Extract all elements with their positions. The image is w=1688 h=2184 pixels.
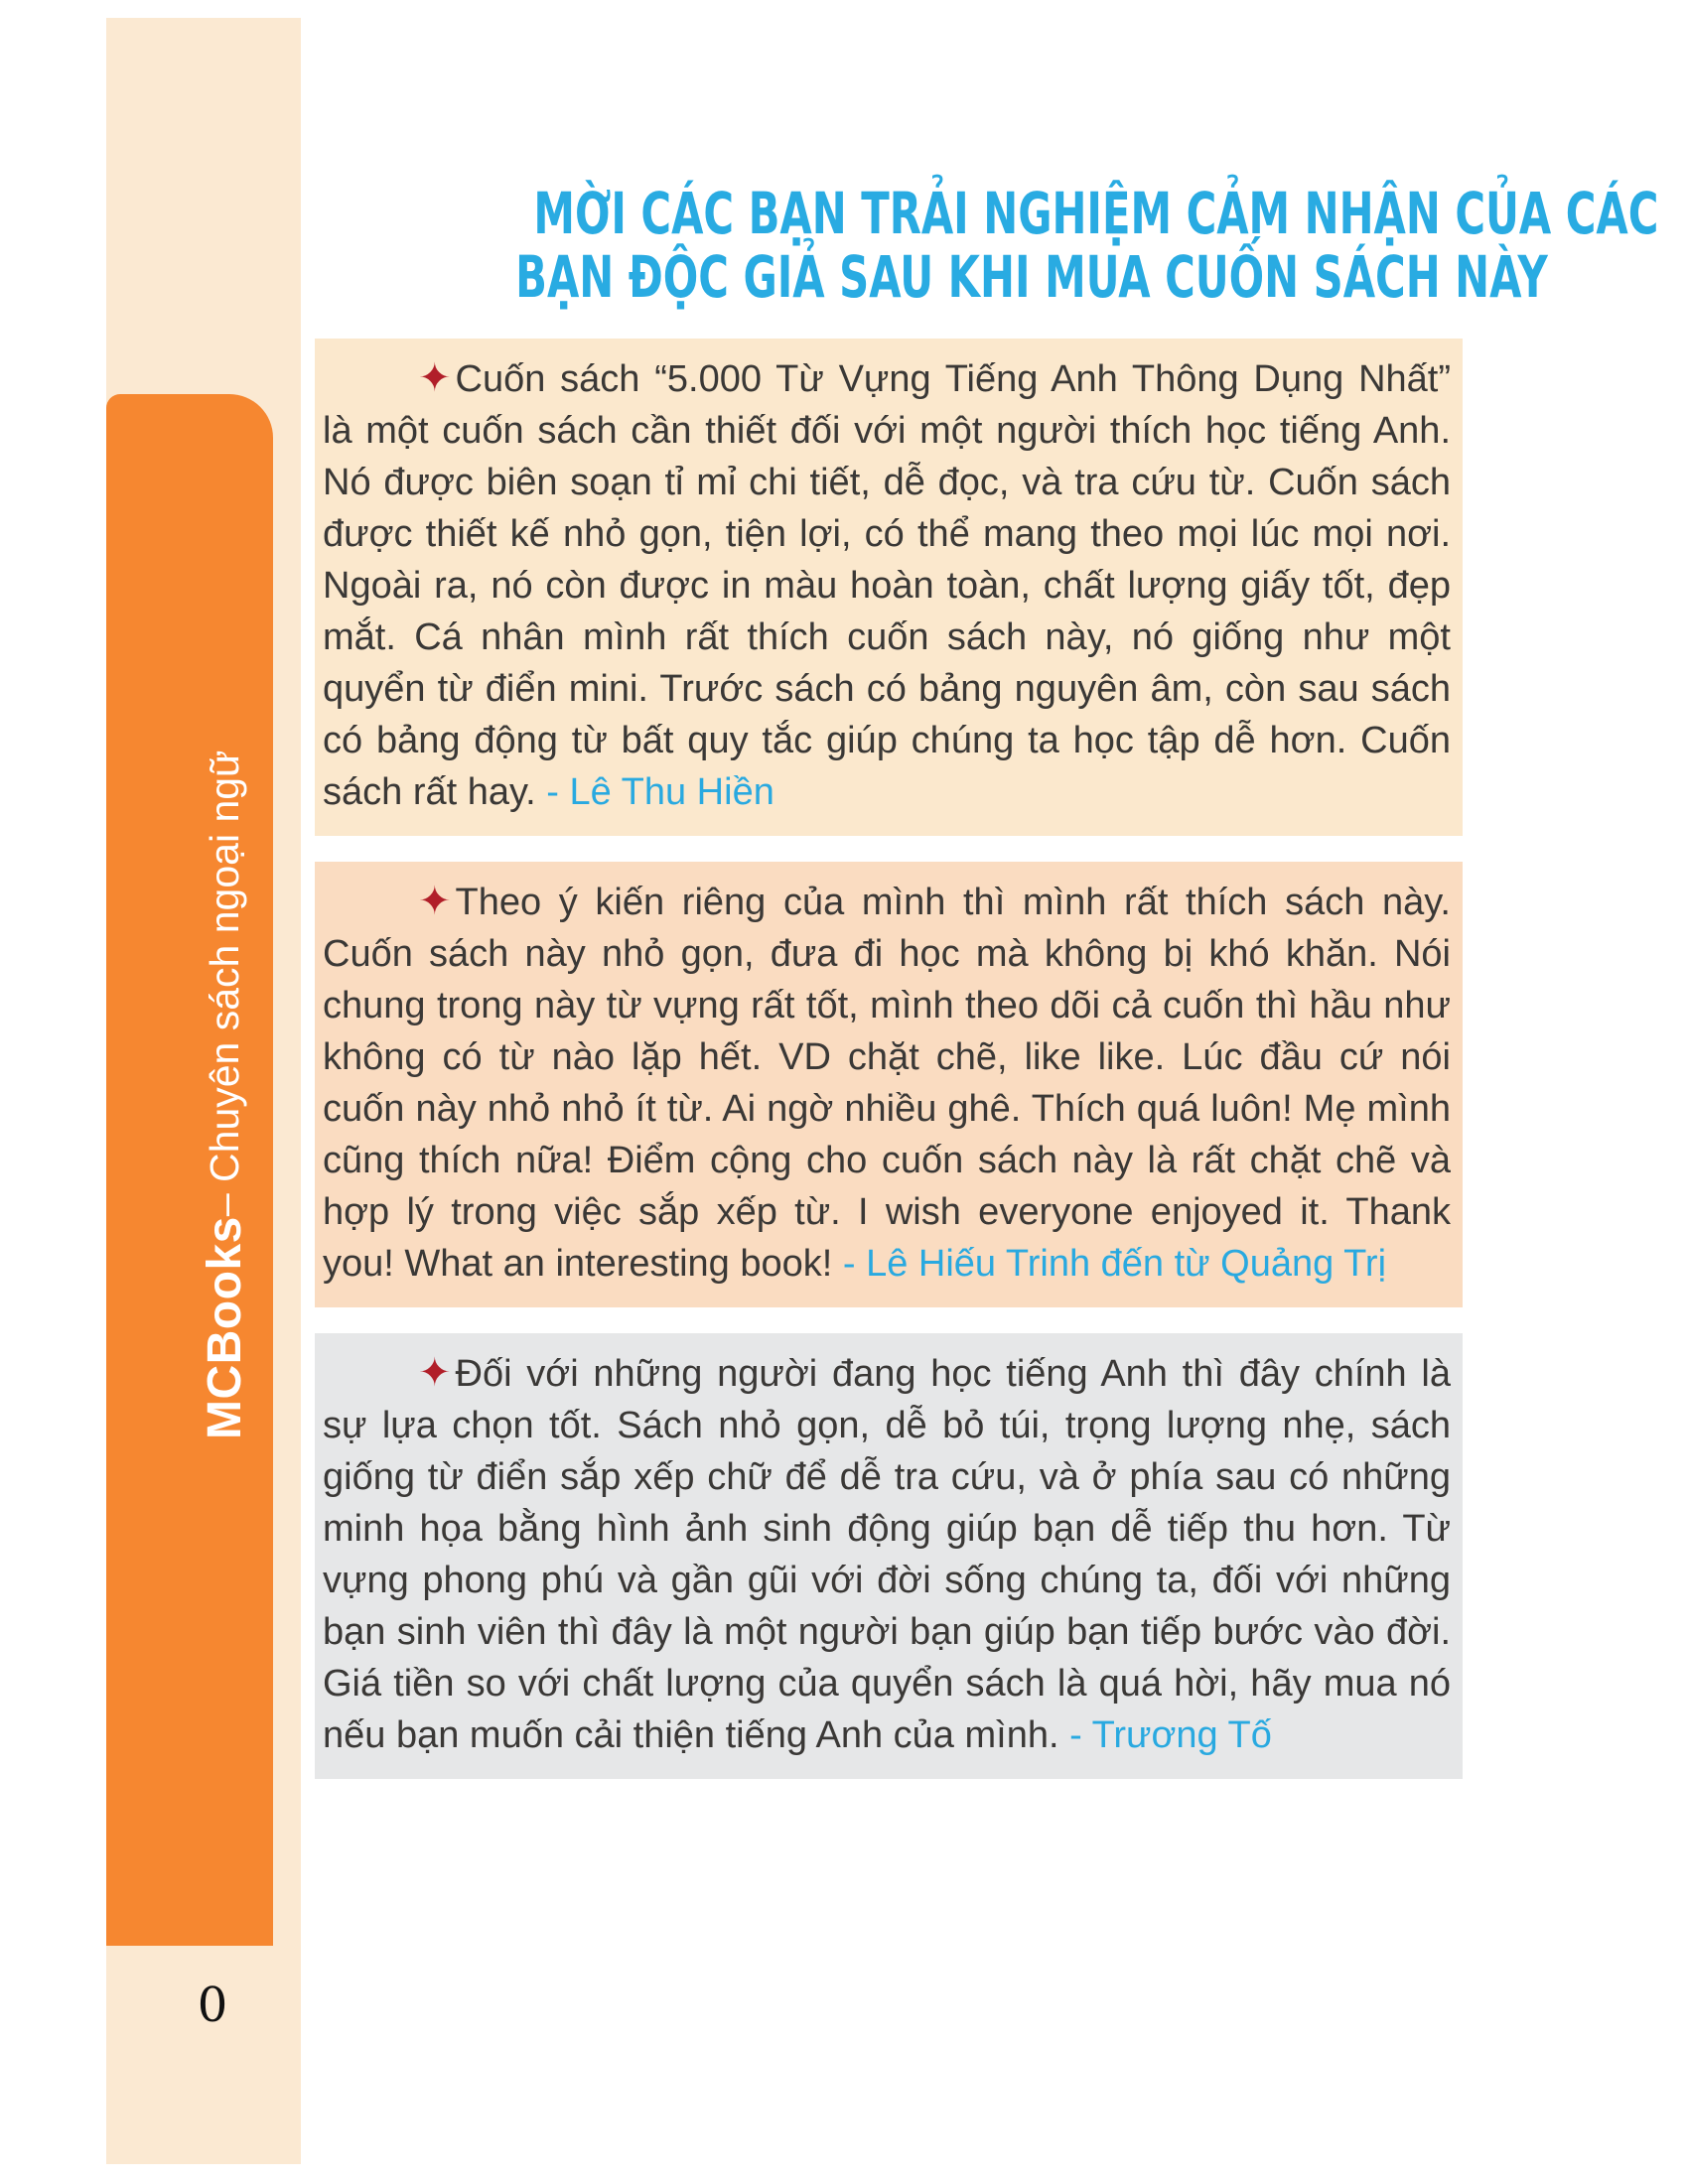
- reviewer-name: - Lê Hiếu Trinh đến từ Quảng Trị: [842, 1243, 1387, 1285]
- testimonial-paragraph: [323, 1347, 1451, 1761]
- testimonial-text: Cuốn sách “5.000 Từ Vựng Tiếng Anh Thông Dụng Nhất” là một cuốn sách cần thiết đối với một người thích học tiếng Anh. Nó được biên soạn tỉ mỉ chi tiết, dễ đọc, và tra cứu từ. Cuốn sách được thiết kế nhỏ gọn, tiện lợi, có thể mang theo mọi lúc mọi nơi. Ngoài ra, nó còn được in màu hoàn toàn, chất lượng giấy tốt, đẹp mắt. Cá nhân mình rất thích cuốn sách này, nó giống như một quyển từ điển mini. Trước sách có bảng nguyên âm, còn sau sách có bảng động từ bất quy tắc giúp chúng ta học tập dễ hơn. Cuốn sách rất hay.: [323, 358, 1451, 813]
- star-icon: ✦: [418, 1350, 452, 1396]
- brand-tagline: – Chuyên sách ngoại ngữ: [201, 750, 247, 1217]
- testimonial-block-3: [315, 1333, 1463, 1779]
- testimonial-paragraph: [323, 876, 1451, 1290]
- testimonial-block-1: [315, 339, 1463, 836]
- brand-vertical-text: [193, 735, 256, 1439]
- star-icon: ✦: [418, 879, 452, 924]
- main-content: [315, 180, 1659, 1779]
- testimonial-text: Theo ý kiến riêng của mình thì mình rất thích sách này. Cuốn sách này nhỏ gọn, đưa đi học mà không bị khó khăn. Nói chung trong này từ vựng rất tốt, mình theo dõi cả cuốn thì hầu như không có từ nào lặp hết. VD chặt chẽ, like like. Lúc đầu cứ nói cuốn này nhỏ nhỏ ít từ. Ai ngờ nhiều ghê. Thích quá luôn! Mẹ mình cũng thích nữa! Điểm cộng cho cuốn sách này là rất chặt chẽ và hợp lý trong việc sắp xếp từ. I wish everyone enjoyed it. Thank you! What an interesting book!: [323, 882, 1451, 1285]
- page-number: 0: [197, 1978, 228, 2033]
- star-icon: ✦: [418, 355, 452, 401]
- reviewer-name: - Lê Thu Hiền: [546, 771, 774, 813]
- brand-name: MCBooks: [198, 1216, 251, 1439]
- testimonial-paragraph: [323, 352, 1451, 818]
- testimonial-text: Đối với những người đang học tiếng Anh thì đây chính là sự lựa chọn tốt. Sách nhỏ gọn, dễ bỏ túi, trọng lượng nhẹ, sách giống từ điển sắp xếp chữ để dễ tra cứu, và ở phía sau có những minh họa bằng hình ảnh sinh động giúp bạn dễ tiếp thu hơn. Từ vựng phong phú và gần gũi với đời sống chúng ta, đối với những bạn sinh viên thì đây là một người bạn giúp bạn tiếp bước vào đời. Giá tiền so với chất lượng của quyển sách là quá hời, hãy mua nó nếu bạn muốn cải thiện tiếng Anh của mình.: [323, 1353, 1451, 1756]
- title-line-2: BẠN ĐỘC GIẢ SAU KHI MUA CUỐN SÁCH NÀY: [515, 243, 1548, 311]
- testimonial-block-2: [315, 862, 1463, 1307]
- title-line-1: MỜI CÁC BẠN TRẢI NGHIỆM CẢM NHẬN CỦA CÁC: [533, 180, 1659, 247]
- page-title: [315, 180, 1659, 311]
- reviewer-name: - Trương Tố: [1069, 1714, 1272, 1756]
